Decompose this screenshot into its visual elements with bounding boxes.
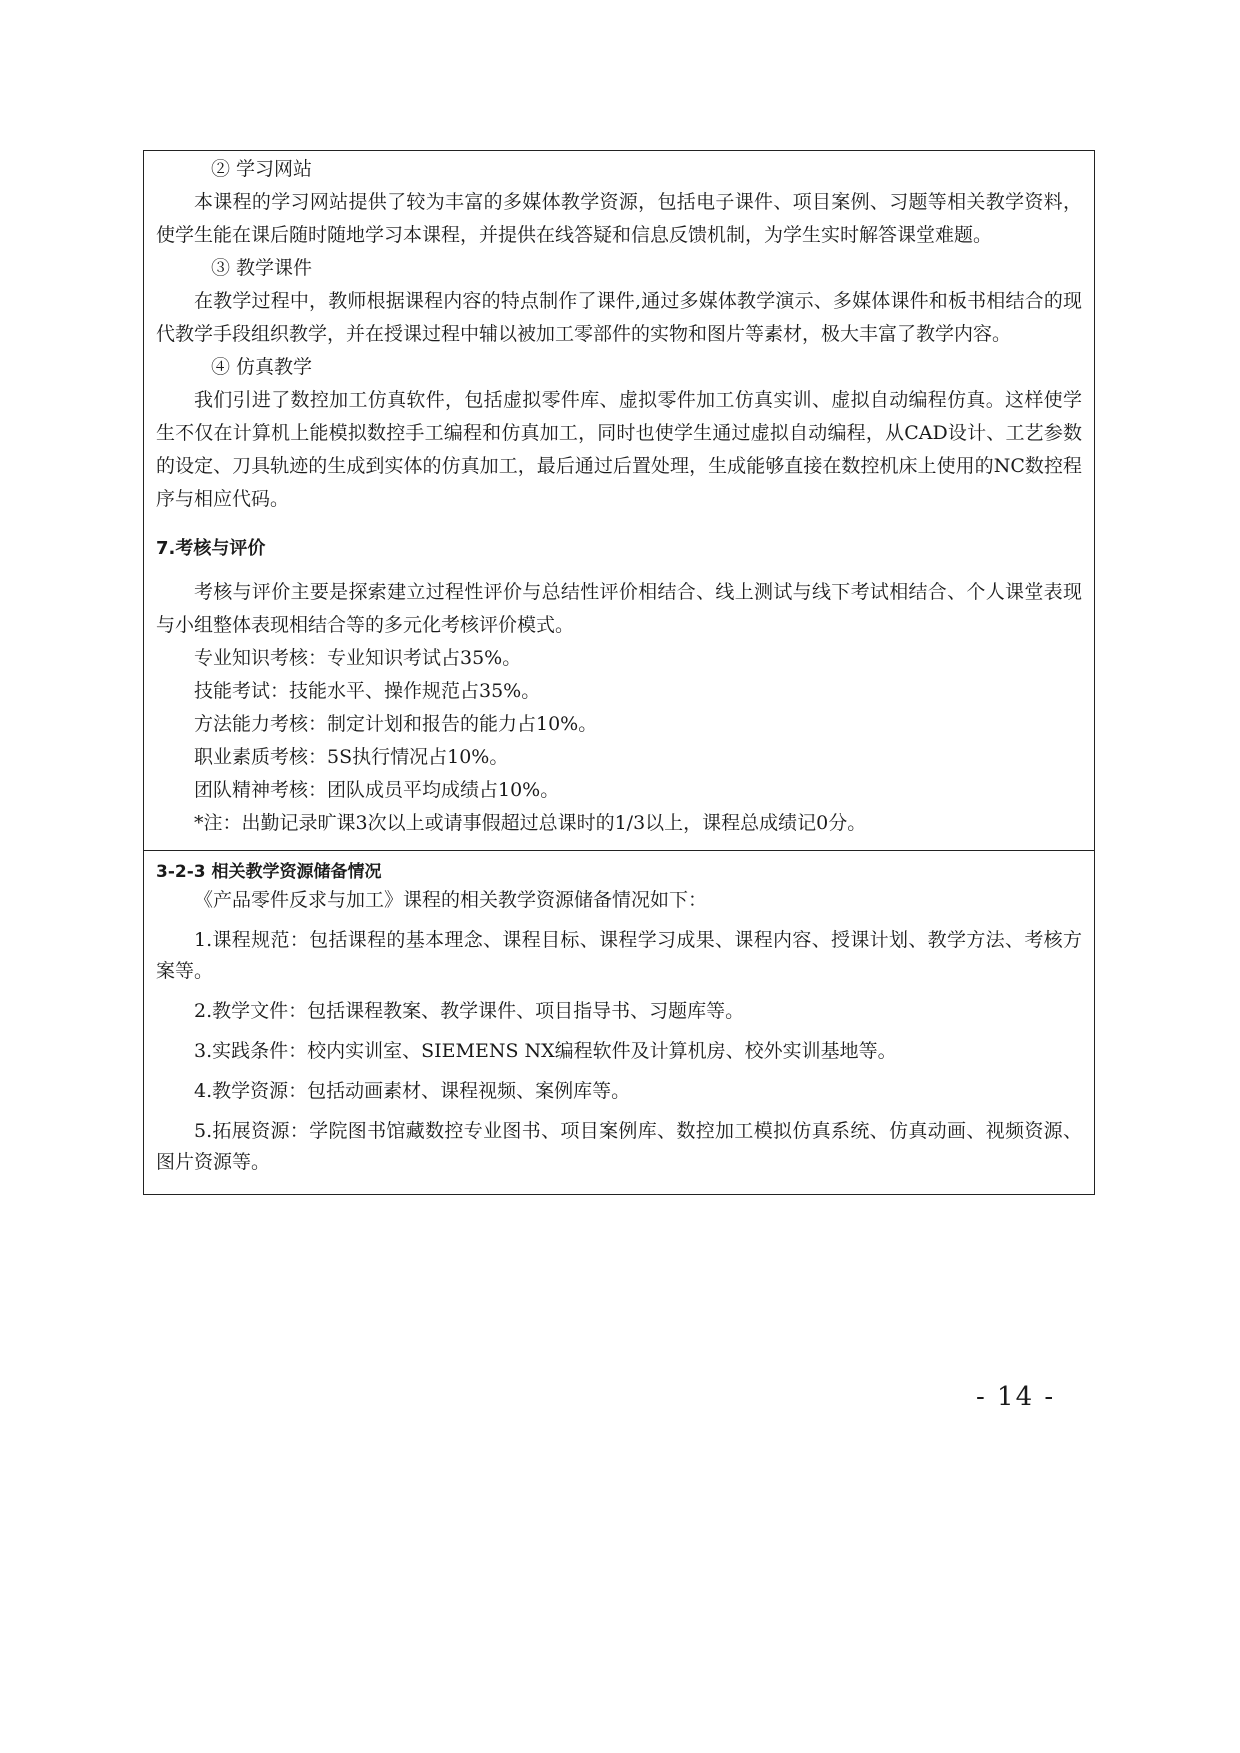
assessment-item: 专业知识考核：专业知识考试占35%。 — [194, 647, 522, 669]
item4-title: ④ 仿真教学 — [211, 356, 313, 378]
assessment-heading: 7.考核与评价 — [156, 538, 266, 559]
assessment-item: 技能考试：技能水平、操作规范占35%。 — [194, 680, 541, 702]
resource-item: 4.教学资源：包括动画素材、课程视频、案例库等。 — [194, 1080, 631, 1102]
resource-item: 2.教学文件：包括课程教案、教学课件、项目指导书、习题库等。 — [194, 1000, 745, 1022]
document-table — [143, 150, 1095, 1195]
item4-body: 我们引进了数控加工仿真软件，包括虚拟零件库、虚拟零件加工仿真实训、虚拟自动编程仿真。这样使学生不仅在计算机上能模拟数控手工编程和仿真加工，同时也使学生通过虚拟自动编程，从CAD设计、工艺参数的设定、刀具轨迹的生成到实体的仿真加工，最后通过后置处理，生成能够直接在数控机床上使用的NC数控程序与相应代码。 — [156, 389, 1082, 510]
assessment-note: *注：出勤记录旷课3次以上或请事假超过总课时的1/3以上，课程总成绩记0分。 — [194, 812, 867, 834]
assessment-item: 职业素质考核：5S执行情况占10%。 — [194, 746, 509, 768]
resources-heading: 3-2-3 相关教学资源储备情况 — [156, 862, 382, 882]
resource-item: 1.课程规范：包括课程的基本理念、课程目标、课程学习成果、课程内容、授课计划、教学方法、考核方案等。 — [156, 929, 1082, 982]
resources-cell — [144, 850, 1094, 1194]
item3-title: ③ 教学课件 — [211, 257, 313, 279]
item2-title: ② 学习网站 — [211, 158, 313, 180]
item3-body: 在教学过程中，教师根据课程内容的特点制作了课件,通过多媒体教学演示、多媒体课件和板书相结合的现代教学手段组织教学，并在授课过程中辅以被加工零部件的实物和图片等素材，极大丰富了教学内容。 — [156, 290, 1082, 345]
resource-item: 3.实践条件：校内实训室、SIEMENS NX编程软件及计算机房、校外实训基地等。 — [194, 1040, 897, 1062]
resources-intro: 《产品零件反求与加工》课程的相关教学资源储备情况如下： — [194, 889, 708, 911]
assessment-intro: 考核与评价主要是探索建立过程性评价与总结性评价相结合、线上测试与线下考试相结合、个人课堂表现与小组整体表现相结合等的多元化考核评价模式。 — [156, 581, 1082, 636]
page-number: - 14 - — [976, 1382, 1056, 1412]
item2-body: 本课程的学习网站提供了较为丰富的多媒体教学资源，包括电子课件、项目案例、习题等相关教学资料，使学生能在课后随时随地学习本课程，并提供在线答疑和信息反馈机制，为学生实时解答课堂难题。 — [156, 191, 1082, 246]
resource-item: 5.拓展资源：学院图书馆藏数控专业图书、项目案例库、数控加工模拟仿真系统、仿真动画、视频资源、图片资源等。 — [156, 1120, 1082, 1173]
teaching-and-assessment-cell — [144, 151, 1094, 850]
assessment-item: 团队精神考核：团队成员平均成绩占10%。 — [194, 779, 560, 801]
assessment-item: 方法能力考核：制定计划和报告的能力占10%。 — [194, 713, 598, 735]
